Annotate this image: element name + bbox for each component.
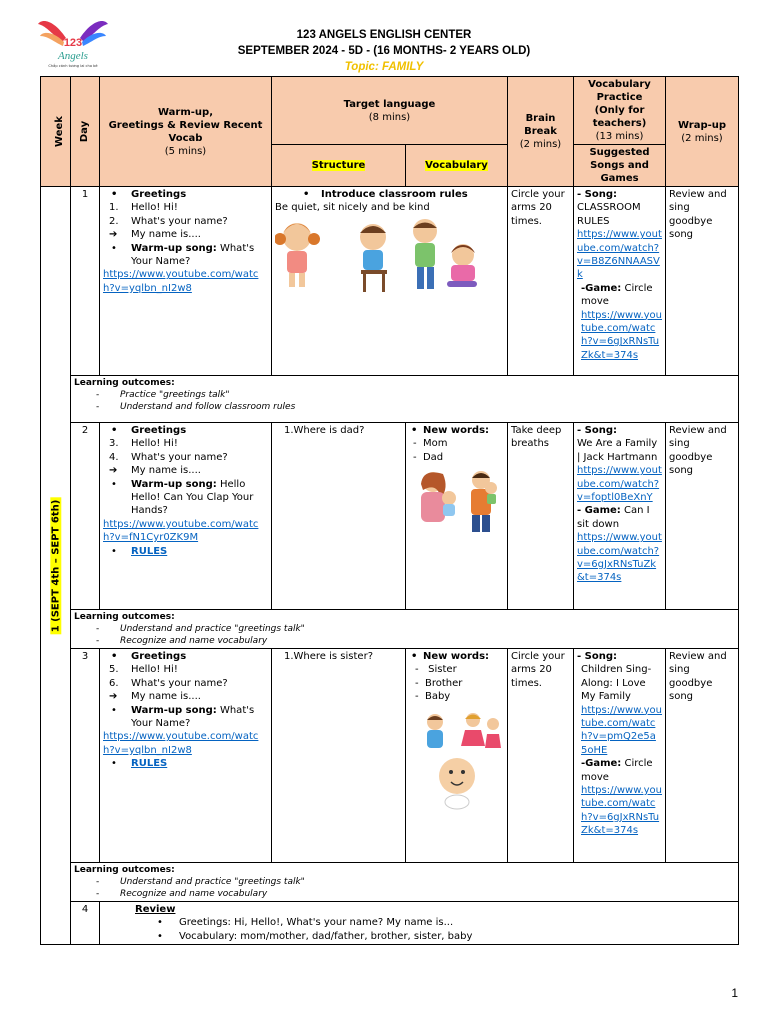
rules-link[interactable]: RULES — [131, 545, 168, 557]
svg-text:123: 123 — [63, 37, 83, 49]
target-language-header: Target language (8 mins) — [272, 77, 508, 145]
week-cell — [41, 187, 71, 945]
song-link[interactable]: https://www.youtube.com/watch?v=foptl0BeXnY — [577, 465, 662, 504]
svg-text:Angels: Angels — [58, 50, 88, 62]
lesson-plan-table — [40, 76, 739, 945]
siblings-baby-illustration — [413, 710, 508, 810]
structure-cell: 1.Where is sister? — [272, 649, 406, 863]
brain-break-header: Brain Break (2 mins) — [508, 77, 574, 187]
brain-break-cell: Circle your arms 20 times. — [508, 649, 574, 863]
week-label: 1 (SEPT 4th – SEPT 6th) — [49, 499, 61, 632]
game-link[interactable]: https://www.youtube.com/watch?v=6gJxRNsTuZk&t=374s — [577, 532, 662, 584]
brain-break-cell: Circle your arms 20 times. — [508, 187, 574, 376]
rules-link[interactable]: RULES — [131, 758, 168, 770]
learning-outcomes: Learning outcomes: - Understand and practice "greetings talk" - Recognize and name vocabulary — [71, 610, 739, 649]
songs-games-cell: - Song: We Are a Family | Jack Hartmann https://www.youtube.com/watch?v=foptl0BeXnY - Game: Can I sit down https://www.youtube.com/watch?v=6gJxRNsTuZk&t=374s — [574, 423, 666, 610]
warmup-header: Warm-up, Greetings & Review Recent Vocab (5 mins) — [100, 77, 272, 187]
learning-outcomes: Learning outcomes: - Understand and practice "greetings talk" - Recognize and name vocabulary — [71, 863, 739, 902]
song-link[interactable]: https://www.youtube.com/watch?v=B8Z6NNAASVk — [577, 229, 662, 281]
vocabulary-cell: • New words: - Mom - Dad — [406, 423, 508, 610]
svg-text:Chắp cánh tương lai cho bé: Chắp cánh tương lai cho bé — [48, 64, 98, 68]
structure-cell: 1.Where is dad? — [272, 423, 406, 610]
day-number: 3 — [71, 649, 100, 863]
review-cell: Review • Greetings: Hi, Hello!, What's your name? My name is... • Vocabulary: mom/mother, dad/father, brother, sister, baby — [100, 902, 739, 945]
vocab-practice-header: Vocabulary Practice (Only for teachers) (13 mins) — [574, 77, 666, 145]
wrapup-cell: Review and sing goodbye song — [666, 423, 739, 610]
class-subtitle: SEPTEMBER 2024 - 5D - (16 MONTHS- 2 YEARS OLD) — [237, 45, 531, 57]
page-number: 1 — [731, 986, 738, 1000]
warmup-song-link[interactable]: https://www.youtube.com/watch?v=yqlbn_nI2w8 — [103, 269, 259, 294]
warmup-song-link[interactable]: https://www.youtube.com/watch?v=fN1Cyr0ZK9M — [103, 518, 259, 544]
brain-break-cell: Take deep breaths — [508, 423, 574, 610]
song-link[interactable]: https://www.youtube.com/watch?v=pmQ2e5a5oHE — [581, 704, 663, 756]
vocabulary-cell: • New words: - Sister - Brother - Baby — [406, 649, 508, 863]
songs-games-cell: - Song: Children Sing-Along: I Love My Family https://www.youtube.com/watch?v=pmQ2e5a5oHE -Game: Circle move https://www.youtube.com/watch?v=6gJxRNsTuZk&t=374s — [574, 649, 666, 863]
songs-games-cell: - Song: CLASSROOM RULES https://www.youtube.com/watch?v=B8Z6NNAASVk -Game: Circle move https://www.youtube.com/watch?v=6gJxRNsTuZk&t=374s — [574, 187, 666, 376]
classroom-kids-illustration — [275, 215, 485, 303]
target-language-cell: • Introduce classroom rules Be quiet, sit nicely and be kind — [272, 187, 508, 376]
center-title: 123 ANGELS ENGLISH CENTER — [296, 29, 472, 41]
warmup-cell: • Greetings 5. Hello! Hi! 6. What's your name? ➔ My name is.... • Warm-up song: What's Your Name? https://www.youtube.com/watch?v=yqlbn_nI2w8 • RULES — [100, 649, 272, 863]
warmup-song-link[interactable]: https://www.youtube.com/watch?v=yqlbn_nI2w8 — [103, 731, 259, 756]
week-header: Week — [41, 77, 71, 187]
vocabulary-header: Vocabulary — [406, 145, 508, 187]
day-number: 2 — [71, 423, 100, 610]
topic-label: Topic: FAMILY — [344, 61, 424, 73]
wrapup-cell: Review and sing goodbye song — [666, 187, 739, 376]
structure-header: Structure — [272, 145, 406, 187]
day-number: 1 — [71, 187, 100, 376]
warmup-cell: • Greetings 3. Hello! Hi! 4. What's your name? ➔ My name is.... • Warm-up song: Hello Hello! Can You Clap Your Hands? https://www.youtube.com/watch?v=fN1Cyr0ZK9M • RULES — [100, 423, 272, 610]
game-link[interactable]: https://www.youtube.com/watch?v=6gJxRNsTuZk&t=374s — [581, 785, 663, 837]
game-link[interactable]: https://www.youtube.com/watch?v=6gJxRNsTuZk&t=374s — [581, 309, 663, 361]
wrapup-cell: Review and sing goodbye song — [666, 649, 739, 863]
warmup-cell: • Greetings 1. Hello! Hi! 2. What's your name? ➔ My name is.... • Warm-up song: What's Your Name? https://www.youtube.com/watch?v=yqlbn_nI2w8 — [100, 187, 272, 376]
mom-dad-illustration — [411, 468, 503, 534]
wrapup-header: Wrap-up (2 mins) — [666, 77, 739, 187]
day-header: Day — [71, 77, 100, 187]
suggested-header: Suggested Songs and Games — [574, 145, 666, 187]
day-number: 4 — [71, 902, 100, 945]
learning-outcomes: Learning outcomes: - Practice "greetings talk" - Understand and follow classroom rules — [71, 376, 739, 423]
